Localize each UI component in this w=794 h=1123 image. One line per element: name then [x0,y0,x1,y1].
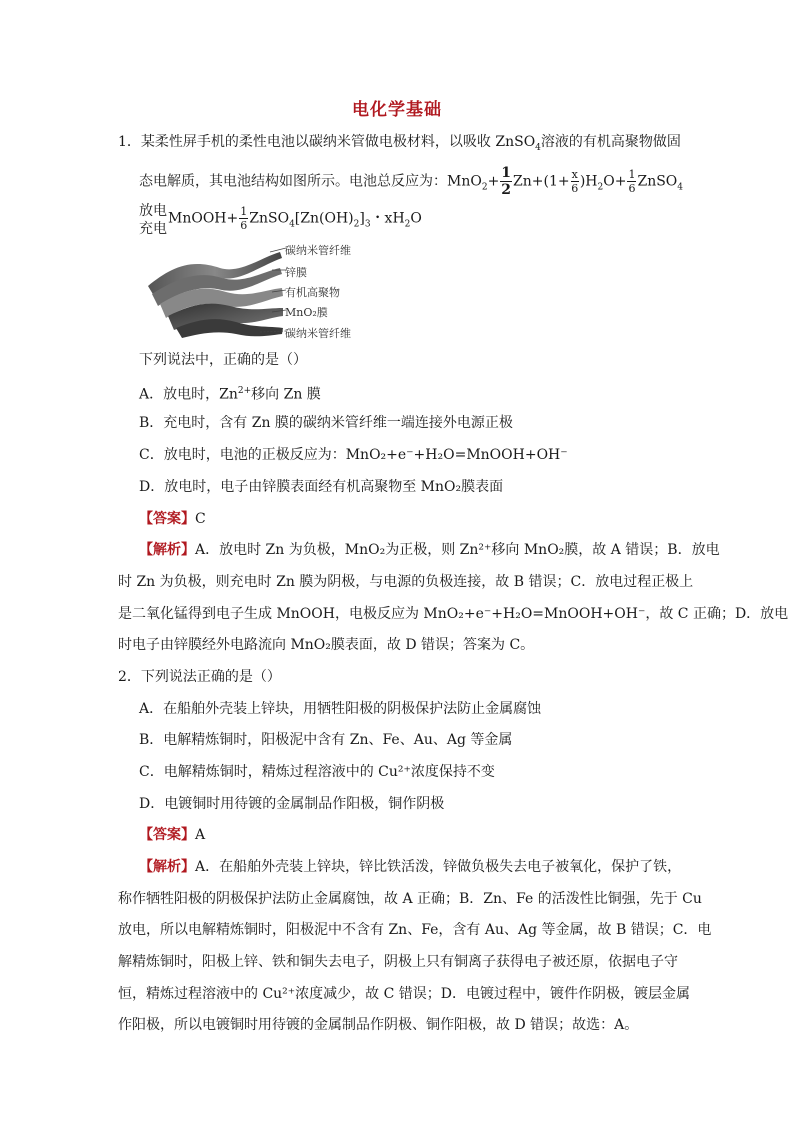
q2-analysis-2: 称作牺牲阳极的阴极保护法防止金属腐蚀，故 A 正确；B．Zn、Fe 的活泼性比铜强，先于 Cu [118,891,702,907]
q2-analysis-1: 【解析】A．在船舶外壳装上锌块，锌比铁活泼，锌做负极失去电子被氧化，保护了铁， [139,859,682,875]
condition-discharge: 放电 [139,203,167,219]
q2-option-a: A．在船舶外壳装上锌块，用牺牲阳极的阴极保护法防止金属腐蚀 [139,701,542,717]
label-organic-polymer: 有机高聚物 [285,286,340,299]
condition-charge: 充电 [139,221,167,237]
q1-products: MnOOH+ $\frac{1}{6}$ $ZnSO_4[Zn(OH)_2]_3$・$xH_2O$ [168,205,422,232]
q1-stem-1-sub: 4 [535,142,541,153]
q1-analysis-3: 是二氧化锰得到电子生成 MnOOH，电极反应为 MnO₂+e⁻+H₂O=MnOOH+OH⁻，故 C 正确；D．放电 [118,606,789,622]
q2-option-d: D．电镀铜时用待镀的金属制品作阳极，铜作阴极 [139,796,445,812]
q1-prompt: 下列说法中，正确的是（） [139,352,307,368]
q1-analysis-1: 【解析】A．放电时 Zn 为负极，MnO₂为正极，则 Zn²⁺移向 MnO₂膜，故 A 错误；B．放电 [139,542,720,558]
answer-value: C [195,511,206,527]
q1-stem-2e: ZnSO [637,173,678,190]
q2-analysis-6: 作阳极，所以电镀铜时用待镀的金属制品作阴极、铜作阳极，故 D 错误；故选：A。 [118,1017,639,1033]
frac-x-over-6: $\frac{x}{6}$ [571,168,579,195]
q1-analysis-4: 时电子由锌膜经外电路流向 MnO₂膜表面，故 D 错误；答案为 C。 [118,637,535,653]
q1-stem-line-1 [118,133,681,157]
q1-stem-2b: Zn+(1+ [513,173,570,190]
analysis-label: 【解析】 [139,542,195,558]
q1-option-b: B．充电时，含有 Zn 膜的碳纳米管纤维一端连接外电源正极 [139,415,513,431]
battery-structure-figure [140,238,290,338]
q1-option-a: A．放电时，$Zn^{2+}$移向 Zn 膜 [139,386,321,403]
q1-stem-1-end: 溶液的有机高聚物做固 [540,134,681,150]
product-c: [Zn(OH) [294,210,354,227]
q2-option-b: B．电解精炼铜时，阳极泥中含有 Zn、Fe、Au、Ag 等金属 [139,732,513,748]
q2-stem: 2．下列说法正确的是（） [118,669,281,685]
label-cnt-fiber-bottom: 碳纳米管纤维 [285,327,351,340]
label-mno2-film: MnO₂膜 [285,306,328,319]
analysis-label: 【解析】 [139,859,195,875]
frac-sixth-2: $\frac{1}{6}$ [240,205,248,232]
answer-label: 【答案】 [139,511,195,527]
frac-sixth: $\frac{1}{6}$ [628,168,636,195]
answer-value: A [195,827,206,843]
q1-stem-1: 1．某柔性屏手机的柔性电池以碳纳米管做电极材料，以吸收 ZnSO [118,134,536,150]
product-d: ] [359,210,365,227]
q1-stem-2c: )H [579,173,598,190]
q1-stem-2d: O+ [603,173,627,190]
q1-stem-line-2: 态电解质，其电池结构如图所示。电池总反应为：MnO$_2$+ $\frac{1}{2}$ Zn+(1+ $\frac{x}{6}$ )$H_2O+$ $\frac{1}{6}$ ZnSO$_4$ [139,165,684,198]
q2-analysis-4: 解精炼铜时，阳极上锌、铁和铜失去电子，阴极上只有铜离子获得电子被还原，依据电子守 [118,954,678,970]
product-f: O [410,210,422,227]
q1-option-d: D．放电时，电子由锌膜表面经有机高聚物至 MnO₂膜表面 [139,479,504,495]
q1-option-c: C．放电时，电池的正极反应为：MnO₂+e⁻+H₂O=MnOOH+OH⁻ [139,447,568,463]
frac-half: $\frac{1}{2}$ [501,165,512,198]
q1-stem-2a: 态电解质，其电池结构如图所示。电池总反应为：MnO [139,173,482,190]
product-b: ZnSO [249,210,290,227]
answer-label: 【答案】 [139,827,195,843]
reaction-conditions [139,202,167,238]
q1-analysis-2: 时 Zn 为负极，则充电时 Zn 膜为阴极，与电源的负极连接，故 B 错误；C．放电过程正极上 [118,574,694,590]
q1-answer [139,510,206,528]
label-cnt-fiber-top: 碳纳米管纤维 [285,244,351,257]
page-title: 电化学基础 [352,100,442,120]
product-e: ・xH [370,210,405,227]
label-zinc-film: 锌膜 [285,266,307,279]
q2-analysis-3: 放电，所以电解精炼铜时，阳极泥中不含有 Zn、Fe，含有 Au、Ag 等金属，故 B 错误；C．电 [118,922,712,938]
q2-option-c: C．电解精炼铜时，精炼过程溶液中的 Cu²⁺浓度保持不变 [139,764,495,780]
q2-analysis-5: 恒，精炼过程溶液中的 Cu²⁺浓度减少，故 C 错误；D．电镀过程中，镀件作阴极，镀层金属 [118,986,691,1002]
product-a: MnOOH+ [168,210,239,227]
q2-answer [139,826,205,844]
